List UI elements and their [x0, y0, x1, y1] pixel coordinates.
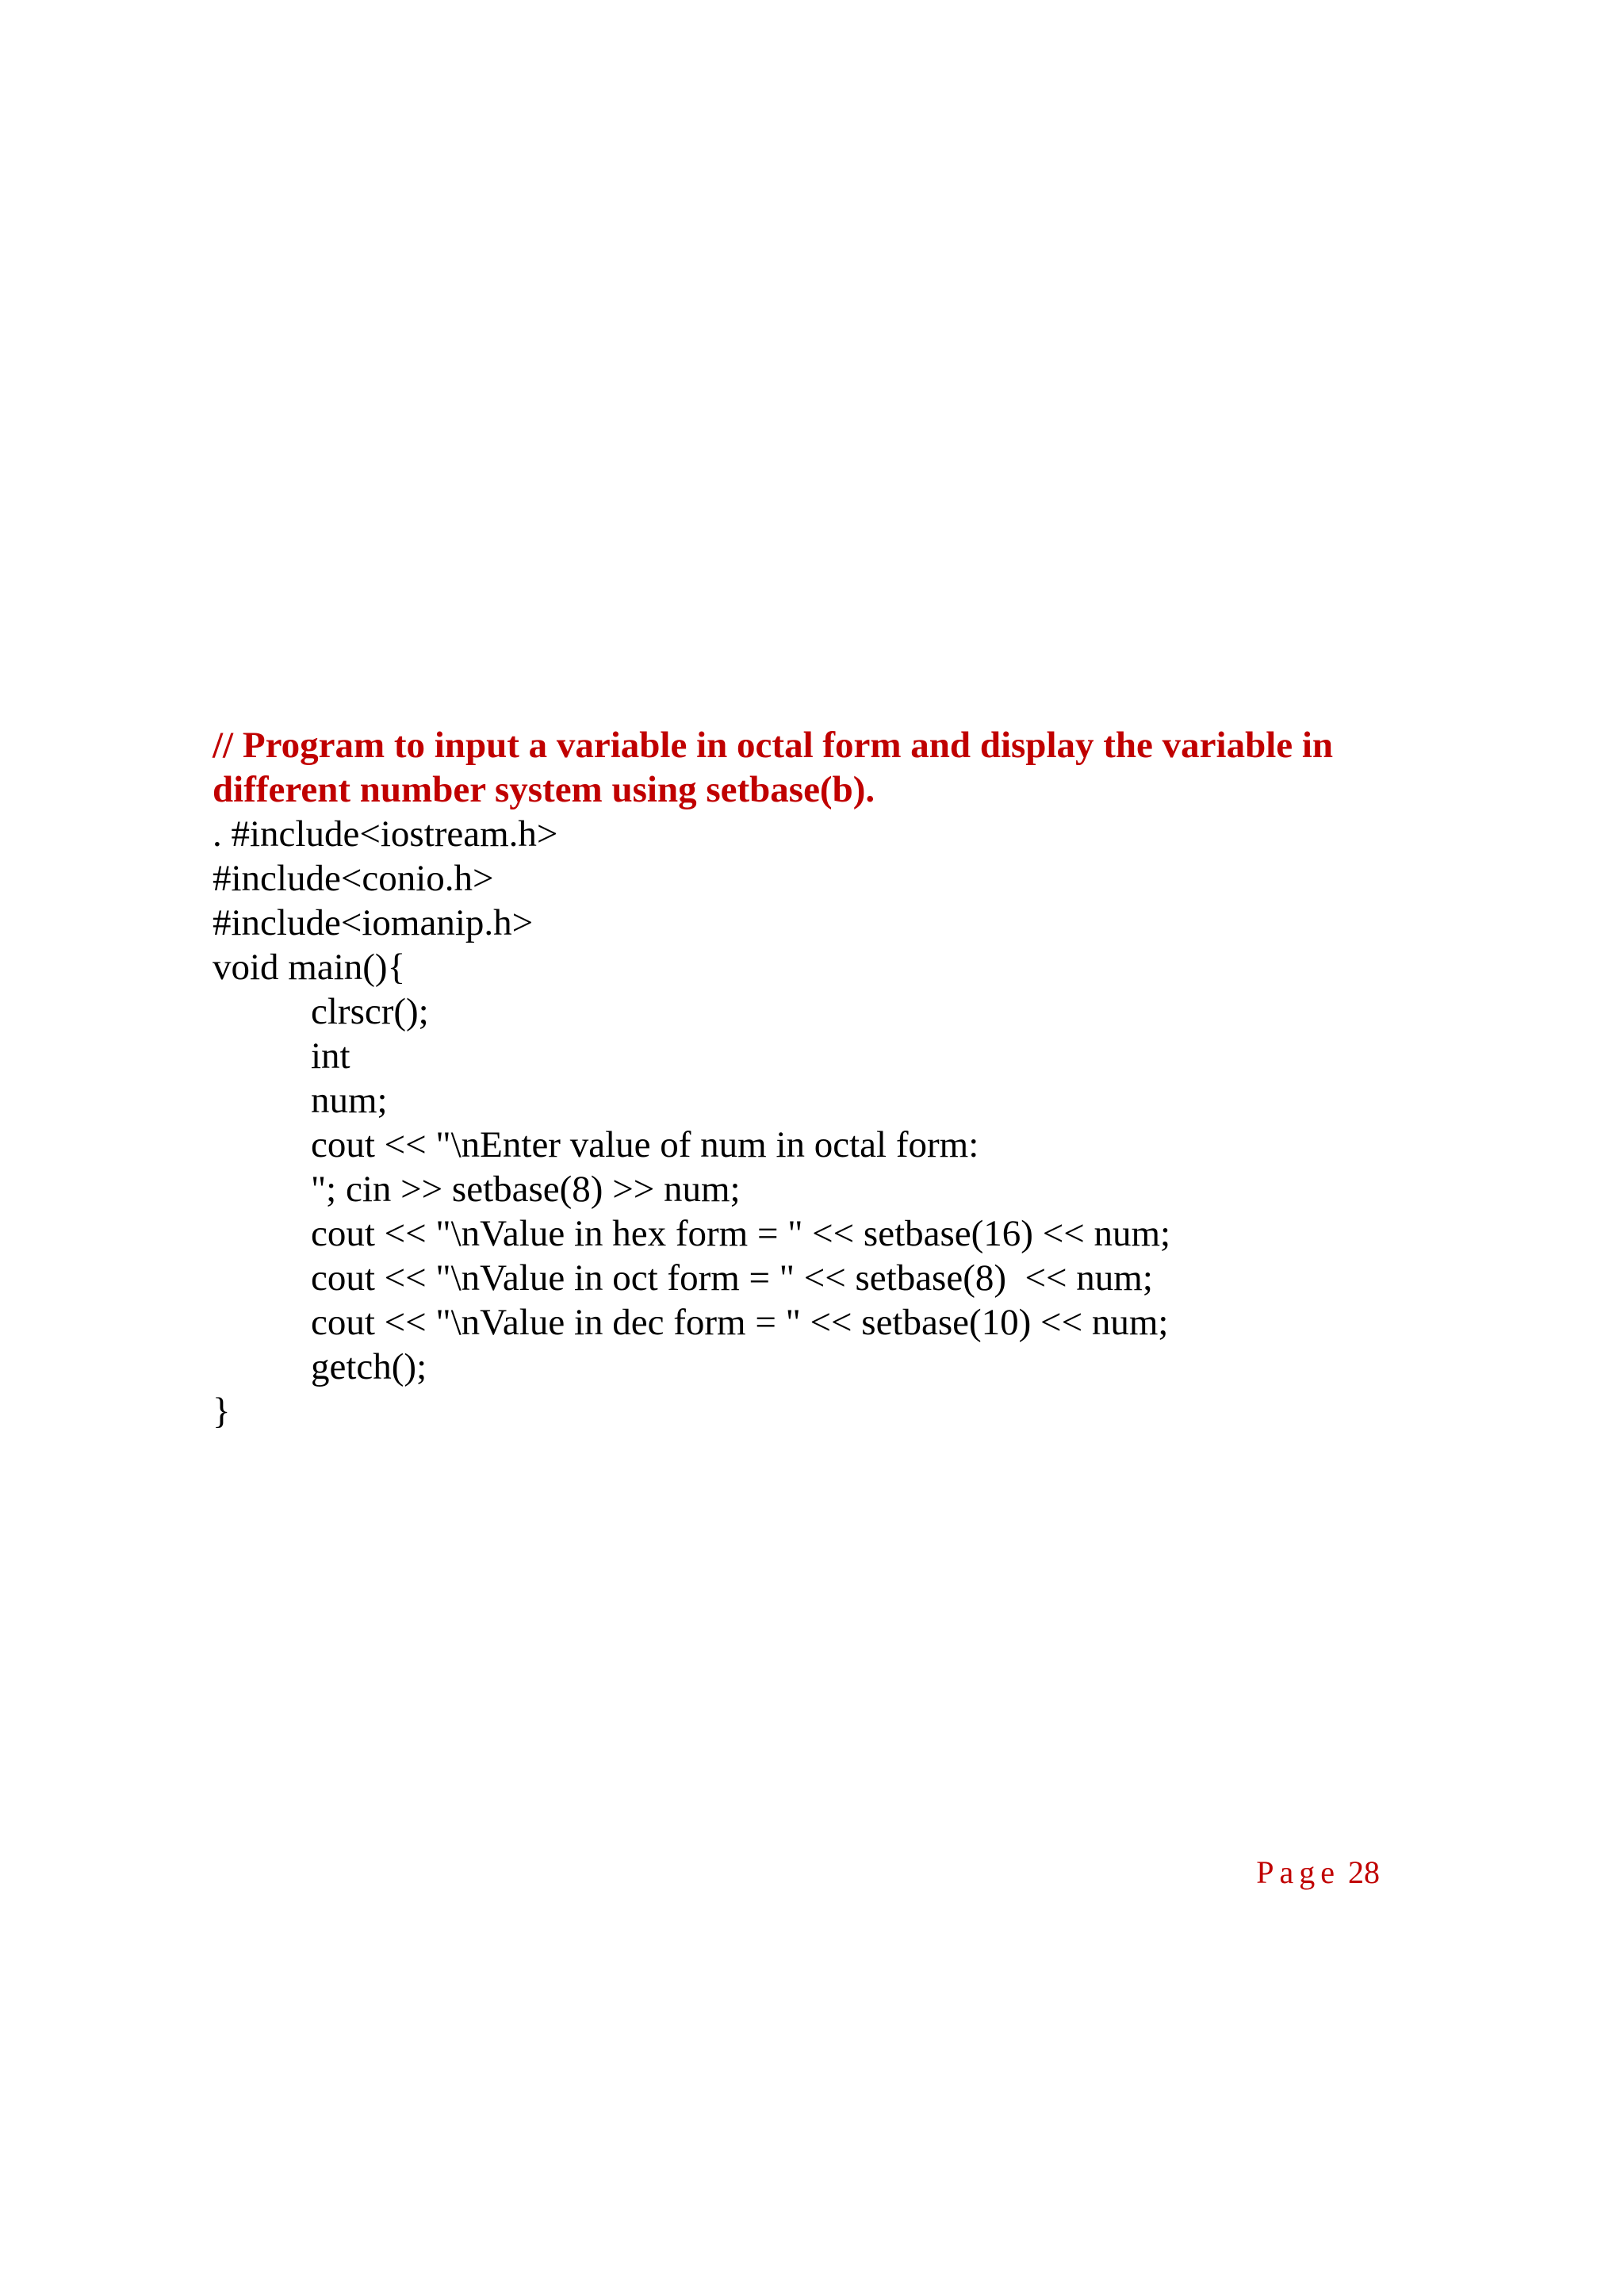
page-number: [1237, 1854, 1380, 1892]
code-line-cin-setbase: "; cin >> setbase(8) >> num;: [311, 1169, 741, 1210]
program-title-line-1: // Program to input a variable in octal form and display the variable in: [213, 725, 1334, 766]
code-line-clrscr: clrscr();: [311, 991, 429, 1032]
code-line-include-iomanip: #include<iomanip.h>: [213, 902, 534, 943]
program-title-line-2: different number system using setbase(b).: [213, 769, 875, 810]
code-line-cout-dec: cout << "\nValue in dec form = " << setbase(10) << num;: [311, 1302, 1169, 1343]
code-line-include-conio: #include<conio.h>: [213, 858, 494, 899]
code-line-include-iostream: . #include<iostream.h>: [213, 813, 558, 855]
code-line-cout-oct: cout << "\nValue in oct form = " << setbase(8) << num;: [311, 1257, 1153, 1299]
page-label: Page: [1256, 1854, 1340, 1890]
code-listing: [213, 812, 1170, 1433]
code-line-int: int: [311, 1035, 350, 1077]
code-line-getch: getch();: [311, 1346, 427, 1387]
program-title: [213, 723, 1450, 812]
code-line-main-signature: void main(){: [213, 947, 406, 988]
code-line-closing-brace: }: [213, 1391, 231, 1432]
code-line-num-declaration: num;: [311, 1080, 388, 1121]
code-line-cout-hex: cout << "\nValue in hex form = " << setbase(16) << num;: [311, 1213, 1171, 1254]
page-number-value: 28: [1348, 1854, 1380, 1890]
code-line-cout-prompt: cout << "\nEnter value of num in octal form:: [311, 1124, 979, 1165]
